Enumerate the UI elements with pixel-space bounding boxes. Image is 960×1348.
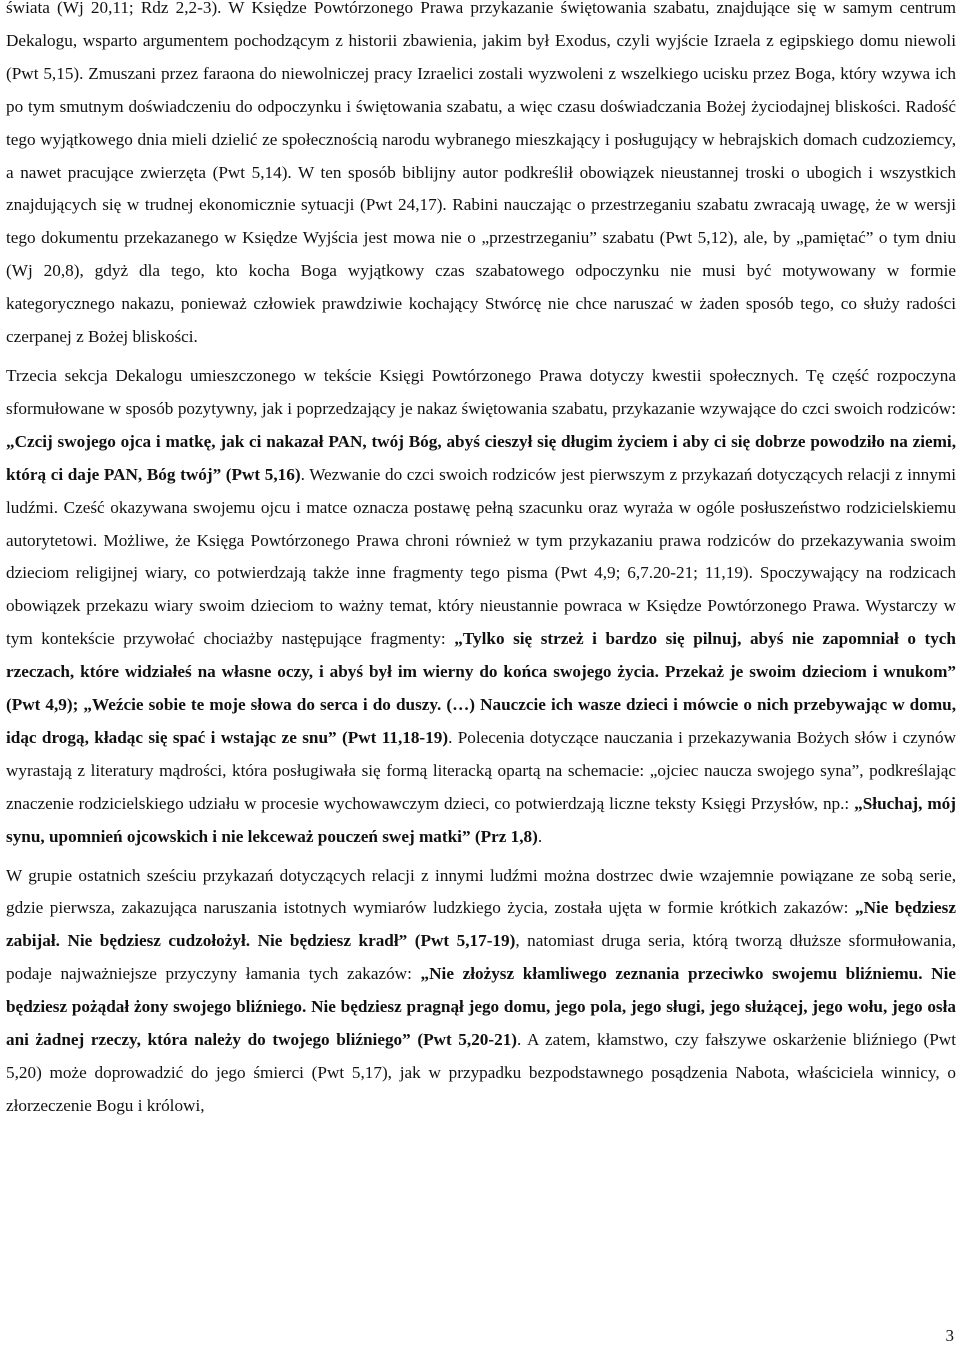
text-segment: , natomiast druga seria, którą tworzą dłuższe sformułowania, podaje najważniejsze przyczyny łamania tych zakazów: — [6, 931, 956, 984]
paragraph-honor-parents — [6, 360, 956, 854]
text-segment: świata (Wj 20,11; Rdz 2,2-3). W Księdze Powtórzonego Prawa przykazanie świętowania szabatu, znajdujące się w samym centrum Dekalogu, wsparto argumentem pochodzącym z historii zbawienia, jakim był Exodus, czyli wyjście Izraela z egipskiego domu niewoli (Pwt 5,15). Zmuszani przez faraona do niewolniczej pracy Izraelici zostali wyzwoleni z wszelkiego ucisku przez Boga, który wzywa ich po tym smutnym doświadczeniu do odpoczynku i świętowania szabatu, a więc czasu doświadczania Bożej życiodajnej bliskości. Radość tego wyjątkowego dnia mieli dzielić ze społecznością narodu wybranego mieszkający i posługujący w hebrajskich domach cudzoziemcy, a nawet pracujące zwierzęta (Pwt 5,14). W ten sposób biblijny autor podkreślił obowiązek nieustannej troski o ubogich i wszystkich znajdujących się w trudnej ekonomicznie sytuacji (Pwt 24,17). Rabini nauczając o przestrzeganiu szabatu zwracają uwagę, że w wersji tego dokumentu przekazanego w Księdze Wyjścia jest mowa nie o „przestrzeganiu” szabatu (Pwt 5,12), ale, by „pamiętać” o tym dniu (Wj 20,8), gdyż dla tego, kto kocha Boga wyjątkowy czas szabatowego odpoczynku nie musi być motywowany w formie kategorycznego nakazu, ponieważ człowiek prawdziwie kochający Stwórcę nie chce naruszać w żaden sposób tego, co służy radości czerpanej z Bożej bliskości. — [6, 0, 956, 347]
document-page — [6, 0, 956, 1129]
page-number: 3 — [945, 1326, 954, 1345]
text-segment: . A zatem, kłamstwo, czy fałszywe oskarżenie bliźniego (Pwt 5,20) może doprowadzić do jego śmierci (Pwt 5,17), jak w przypadku bezpodstawnego posądzenia Nabota, właściciela winnicy, o złorzeczenie Bogu i królowi, — [6, 1030, 956, 1115]
paragraph-sabbath — [6, 0, 956, 354]
text-segment: . — [537, 826, 543, 846]
bible-quote: „Tylko się strzeż i bardzo się pilnuj, abyś nie zapomniał o tych rzeczach, które widziałeś na własne oczy, i abyś był im wierny do końca swojego życia. Przekaż je swoim dzieciom i wnukom” (Pwt 4,9); „Weźcie sobie te moje słowa do serca i do duszy. (…) Nauczcie ich wasze dzieci i mówcie o nich przebywając w domu, idąc drogą, kładąc się spać i wstając ze snu” (Pwt 11,18-19) — [6, 629, 956, 747]
bible-quote: „Nie złożysz kłamliwego zeznania przeciwko swojemu bliźniemu. Nie będziesz pożądał żony swojego bliźniego. Nie będziesz pragnął jego domu, jego pola, jego sługi, jego służącej, jego wołu, jego osła ani żadnej rzeczy, która należy do twojego bliźniego” (Pwt 5,20-21) — [6, 964, 956, 1050]
text-segment: W grupie ostatnich sześciu przykazań dotyczących relacji z innymi ludźmi można dostrzec dwie wzajemnie powiązane ze sobą serie, gdzie pierwsza, zakazująca naruszania istotnych wymiarów ludzkiego życia, została ujęta w formie krótkich zakazów: — [6, 865, 956, 918]
text-segment: . Wezwanie do czci swoich rodziców jest pierwszym z przykazań dotyczących relacji z innymi ludźmi. Cześć okazywana swojemu ojcu i matce oznacza postawę pełną szacunku oraz wyraża w ogóle posłuszeństwo rodzicielskiemu autorytetowi. Możliwe, że Księga Powtórzonego Prawa chroni również w tym przykazaniu prawa rodziców do przekazywania swoim dzieciom religijnej wiary, co potwierdzają także inne fragmenty tego pisma (Pwt 4,9; 6,7.20-21; 11,19). Spoczywający na rodzicach obowiązek przekazu wiary swoim dzieciom to ważny temat, który nieustannie powraca w Księdze Powtórzonego Prawa. Wystarczy w tym kontekście przywołać chociażby następujące fragmenty: — [6, 464, 957, 649]
bible-quote: „Nie będziesz zabijał. Nie będziesz cudzołożył. Nie będziesz kradł” (Pwt 5,17-19) — [6, 898, 957, 951]
bible-quote: „Słuchaj, mój synu, upomnień ojcowskich i nie lekceważ pouczeń swej matki” (Prz 1,8) — [6, 793, 956, 846]
text-segment: Trzecia sekcja Dekalogu umieszczonego w tekście Księgi Powtórzonego Prawa dotyczy kwestii społecznych. Tę część rozpoczyna sformułowane w sposób pozytywny, jak i poprzedzający je nakaz świętowania szabatu, przykazanie wzywające do czci swoich rodziców: — [6, 365, 956, 418]
bible-quote: „Czcij swojego ojca i matkę, jak ci nakazał PAN, twój Bóg, abyś cieszył się długim życiem i aby ci się dobrze powodziło na ziemi, którą ci daje PAN, Bóg twój” (Pwt 5,16) — [6, 431, 956, 484]
text-segment: . Polecenia dotyczące nauczania i przekazywania Bożych słów i czynów wyrastają z literatury mądrości, która posługiwała się formą literacką opartą na schemacie: „ojciec naucza swojego syna”, podkreślając znaczenie rodzicielskiego udziału w procesie wychowawczym dzieci, co potwierdzają liczne teksty Księgi Przysłów, np.: — [6, 727, 956, 813]
paragraph-social-commandments — [6, 860, 956, 1123]
